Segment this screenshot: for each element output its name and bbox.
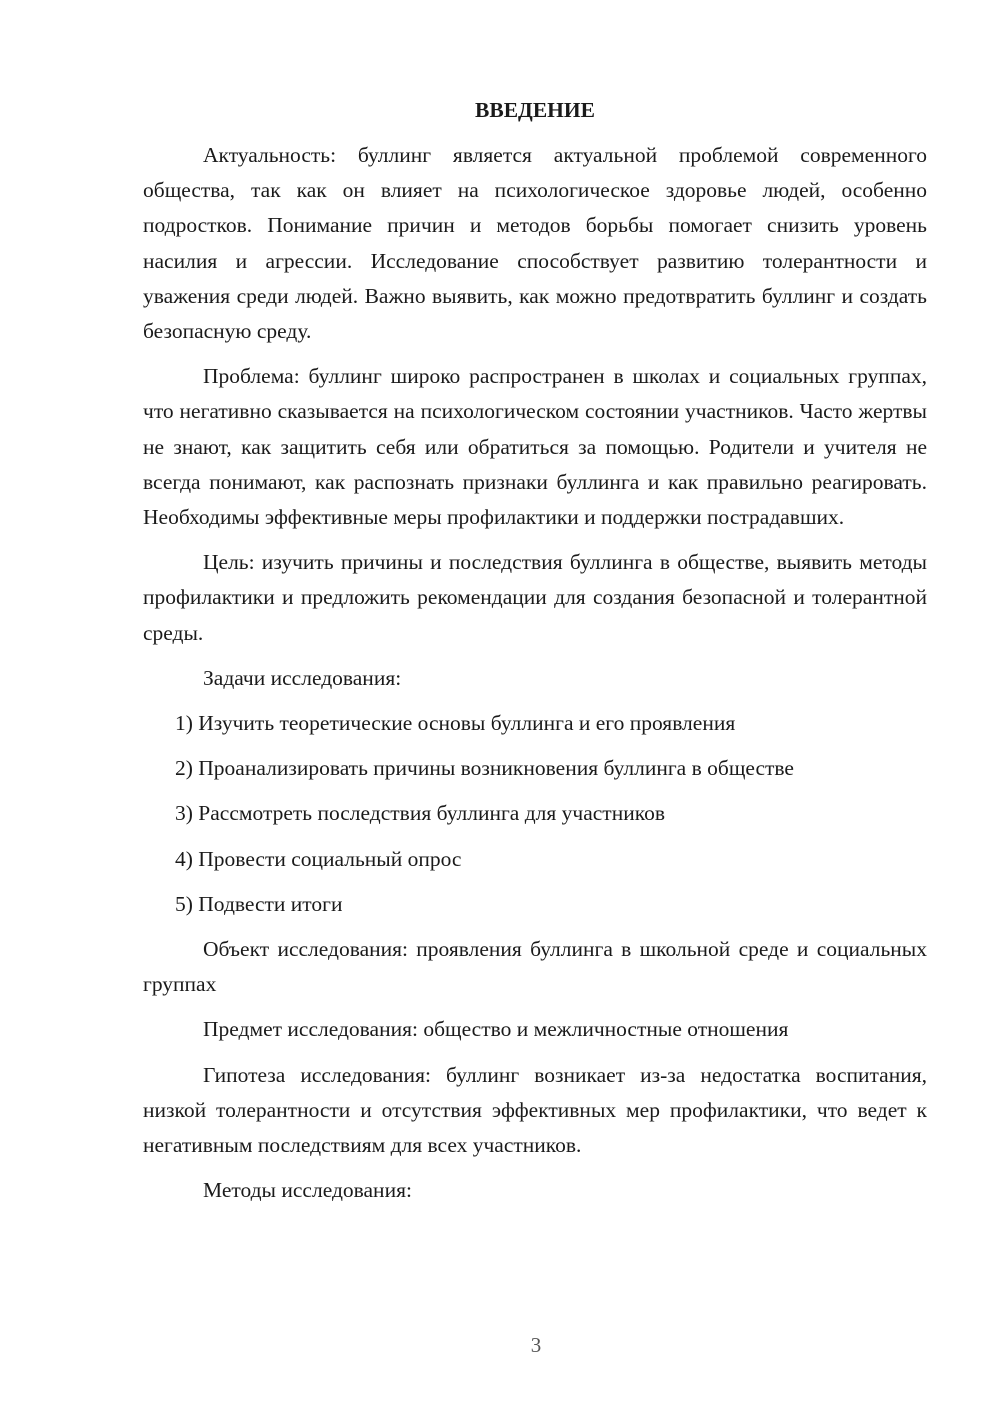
section-heading: ВВЕДЕНИЕ — [475, 98, 595, 122]
list-item: 3) Рассмотреть последствия буллинга для участников — [175, 801, 665, 826]
paragraph-goal: Цель: изучить причины и последствия буллинга в обществе, выявить методы профилактики и предложить рекомендации для создания безопасной и толерантной среды. — [143, 550, 927, 645]
paragraph-subject: Предмет исследования: общество и межличностные отношения — [203, 1017, 789, 1042]
paragraph-methods: Методы исследования: — [203, 1178, 412, 1203]
paragraph-problem: Проблема: буллинг широко распространен в школах и социальных группах, что негативно сказывается на психологическом состоянии участников. Часто жертвы не знают, как защитить себя или обратиться за помощью. Родители и учителя не всегда понимают, как распознать признаки буллинга и как правильно реагировать. Необходимы эффективные меры профилактики и поддержки пострадавших. — [143, 364, 927, 530]
list-item: 4) Провести социальный опрос — [175, 846, 462, 871]
tasks-intro: Задачи исследования: — [203, 665, 402, 690]
paragraph-object: Объект исследования: проявления буллинга в школьной среде и социальных группах — [143, 937, 927, 997]
list-item: 1) Изучить теоретические основы буллинга и его проявления — [175, 711, 736, 736]
tasks-list — [143, 706, 927, 922]
page-number: 3 — [530, 1333, 542, 1357]
list-item: 2) Проанализировать причины возникновения буллинга в обществе — [175, 756, 794, 781]
list-item: 5) Подвести итоги — [175, 891, 343, 916]
paragraph-hypothesis: Гипотеза исследования: буллинг возникает из-за недостатка воспитания, низкой толерантности и отсутствия эффективных мер профилактики, что ведет к негативным последствиям для всех участников. — [143, 1062, 927, 1158]
paragraph-relevance: Актуальность: буллинг является актуальной проблемой современного общества, так как он влияет на психологическое здоровье людей, особенно подростков. Понимание причин и методов борьбы помогает снизить уровень насилия и агрессии. Исследование способствует развитию толерантности и уважения среди людей. Важно выявить, как можно предотвратить буллинг и создать безопасную среду. — [143, 143, 927, 344]
document-body — [143, 92, 927, 1218]
